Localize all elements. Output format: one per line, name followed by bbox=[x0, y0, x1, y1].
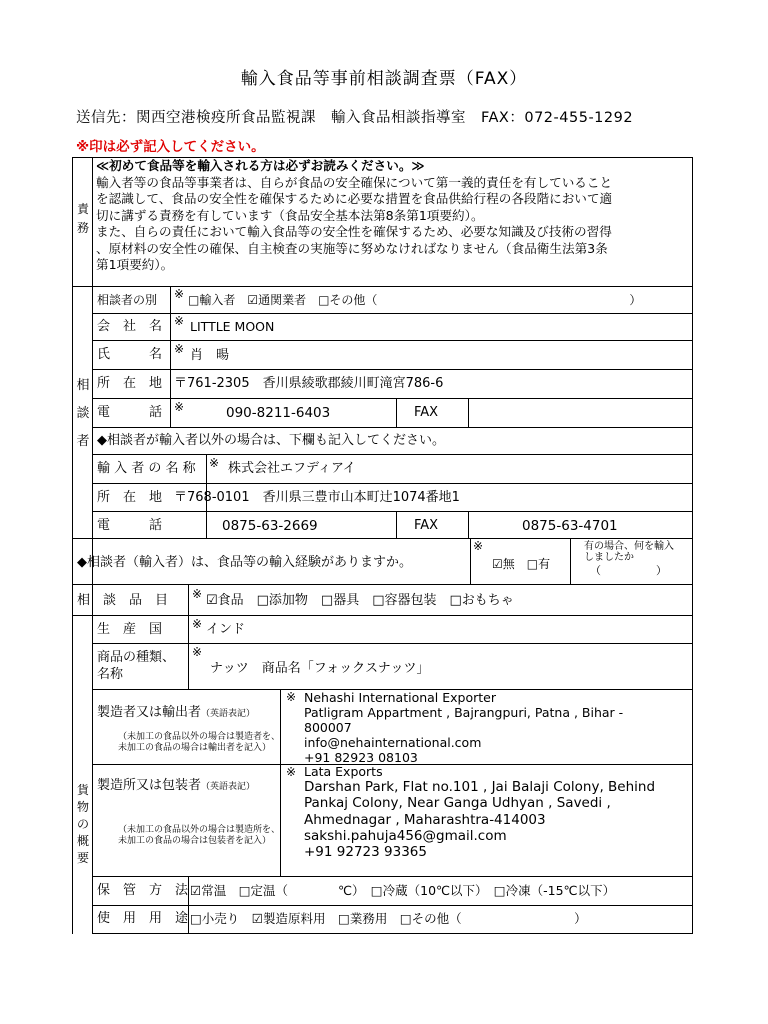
required-mark: ※ bbox=[174, 400, 185, 414]
required-mark: ※ bbox=[473, 539, 484, 553]
consultant-type-label: 相談者の別 bbox=[97, 293, 158, 307]
manufacturer-field[interactable] bbox=[304, 690, 623, 765]
factory-line: +91 92723 93365 bbox=[304, 844, 427, 861]
factory-line: Darshan Park, Flat no.101 , Jai Balaji Colony, Behind bbox=[304, 779, 656, 795]
consultant-section-label: 相談者 bbox=[76, 378, 90, 449]
form-title: 輸入食品等事前相談調査票（FAX） bbox=[240, 69, 528, 89]
manufacturer-line: 800007 bbox=[304, 720, 352, 735]
required-mark: ※ bbox=[174, 342, 185, 356]
importer-note: ◆相談者が輸入者以外の場合は、下欄も記入してください。 bbox=[97, 433, 445, 448]
storage-label: 保 管 方 法 bbox=[97, 883, 189, 898]
notice-line: を認識して、食品の安全性を確保するために必要な措置を食品供給行程の各段階において適 bbox=[96, 191, 613, 206]
manufacturer-sub-2: 未加工の食品の場合は輸出者を記入） bbox=[118, 743, 272, 753]
importer-phone-field[interactable]: 0875-63-2669 bbox=[222, 518, 318, 534]
factory-label: 製造所又は包装者（英語表記） bbox=[97, 778, 256, 793]
factory-sub-2: 未加工の食品の場合は包装者を記入） bbox=[118, 836, 272, 846]
notice-line: 第1項要約）。 bbox=[96, 257, 174, 272]
required-note: ※印は必ず記入してください。 bbox=[76, 139, 265, 155]
origin-field[interactable]: インド bbox=[206, 622, 246, 637]
address-label: 所 在 地 bbox=[97, 376, 163, 391]
consultant-type-options[interactable]: □輸入者 ☑通関業者 □その他（ ） bbox=[188, 293, 642, 307]
experience-question: ◆相談者（輸入者）は、食品等の輸入経験がありますか。 bbox=[77, 555, 412, 570]
factory-line: Ahmednagar , Maharashtra-414003 bbox=[304, 811, 546, 828]
experience-if-yes-field[interactable]: （ ） bbox=[590, 564, 667, 577]
kind-field[interactable]: ナッツ 商品名「フォックスナッツ」 bbox=[210, 661, 430, 676]
origin-label: 生 産 国 bbox=[97, 622, 163, 637]
company-field[interactable]: LITTLE MOON bbox=[190, 319, 275, 334]
required-mark: ※ bbox=[192, 645, 203, 659]
required-mark: ※ bbox=[209, 456, 220, 470]
factory-sub-1: （未加工の食品以外の場合は製造所を、 bbox=[118, 825, 281, 835]
required-mark: ※ bbox=[286, 690, 297, 704]
importer-phone-label: 電 話 bbox=[97, 518, 163, 533]
required-mark: ※ bbox=[192, 587, 203, 601]
storage-options[interactable]: ☑常温 □定温（ ℃） □冷蔵（10℃以下） □冷凍（-15℃以下） bbox=[190, 883, 616, 898]
manufacturer-line: Patligram Appartment , Bajrangpuri, Patna , Bihar - bbox=[304, 705, 624, 720]
notice-line: また、自らの責任において輸入食品等の安全性を確保するため、必要な知識及び技術の習得 bbox=[96, 224, 612, 239]
factory-line: Pankaj Colony, Near Ganga Udhyan , Savedi , bbox=[304, 795, 611, 812]
required-mark: ※ bbox=[192, 617, 203, 631]
manufacturer-label: 製造者又は輸出者（英語表記） bbox=[97, 705, 256, 720]
factory-line: sakshi.pahuja456@gmail.com bbox=[304, 827, 507, 844]
company-label: 会 社 名 bbox=[97, 319, 163, 334]
importer-fax-field[interactable]: 0875-63-4701 bbox=[522, 518, 618, 534]
name-field[interactable]: 肖 暘 bbox=[190, 348, 230, 363]
notice-line: 輸入者等の食品等事業者は、自らが食品の安全確保について第一義的責任を有していること bbox=[96, 174, 613, 190]
required-mark: ※ bbox=[286, 765, 297, 779]
required-mark: ※ bbox=[174, 314, 185, 328]
duty-notice bbox=[96, 158, 690, 274]
importer-name-label: 輸 入 者 の 名 称 bbox=[97, 461, 196, 476]
factory-field[interactable] bbox=[304, 765, 655, 860]
duty-section-label: 責務 bbox=[76, 202, 89, 235]
experience-if-yes-line2: しましたか bbox=[584, 552, 634, 563]
importer-address-label: 所 在 地 bbox=[97, 490, 163, 505]
notice-line: 、原材料の安全性の確保、自主検査の実施等に努めなければなりません（食品衛生法第3条 bbox=[96, 240, 608, 256]
manufacturer-line: Nehashi International Exporter bbox=[304, 690, 497, 705]
address-field[interactable]: 〒761-2305 香川県綾歌郡綾川町滝宮786-6 bbox=[174, 376, 444, 391]
manufacturer-line: +91 82923 08103 bbox=[304, 750, 418, 765]
phone-field[interactable]: 090-8211-6403 bbox=[226, 405, 331, 421]
importer-fax-label: FAX bbox=[414, 518, 439, 533]
required-mark: ※ bbox=[174, 287, 185, 301]
name-label: 氏 名 bbox=[97, 347, 163, 362]
category-label: 相 談 品 目 bbox=[77, 593, 169, 608]
kind-label-line1: 商品の種類、 bbox=[97, 650, 176, 665]
manufacturer-sub-1: （未加工の食品以外の場合は製造者を、 bbox=[118, 732, 281, 742]
experience-options[interactable]: ☑無 □有 bbox=[492, 557, 551, 571]
use-label: 使 用 用 途 bbox=[97, 911, 189, 926]
fax-label: FAX bbox=[414, 405, 439, 420]
notice-line: 切に講ずる責務を有しています（食品安全基本法第8条第1項要約）。 bbox=[96, 207, 484, 223]
factory-line: Lata Exports bbox=[304, 764, 383, 779]
importer-address-field[interactable]: 〒768-0101 香川県三豊市山本町辻1074番地1 bbox=[174, 490, 460, 505]
importer-name-field[interactable]: 株式会社エフディアイ bbox=[228, 461, 356, 476]
phone-label: 電 話 bbox=[97, 405, 163, 420]
category-options[interactable]: ☑食品 □添加物 □器具 □容器包装 □おもちゃ bbox=[206, 593, 514, 608]
manufacturer-line: info@nehainternational.com bbox=[304, 735, 482, 750]
kind-label-line2: 名称 bbox=[97, 667, 124, 682]
experience-if-yes-line1: 有の場合、何を輸入 bbox=[584, 541, 674, 552]
use-options[interactable]: □小売り ☑製造原料用 □業務用 □その他（ ） bbox=[190, 911, 587, 926]
notice-heading: ≪初めて食品等を輸入される方は必ずお読みください。≫ bbox=[96, 158, 425, 173]
send-to-line: 送信先：関西空港検疫所食品監視課 輸入食品相談指導室 FAX：072-455-1292 bbox=[76, 110, 634, 126]
goods-section-label: 貨物の概要 bbox=[76, 783, 89, 865]
